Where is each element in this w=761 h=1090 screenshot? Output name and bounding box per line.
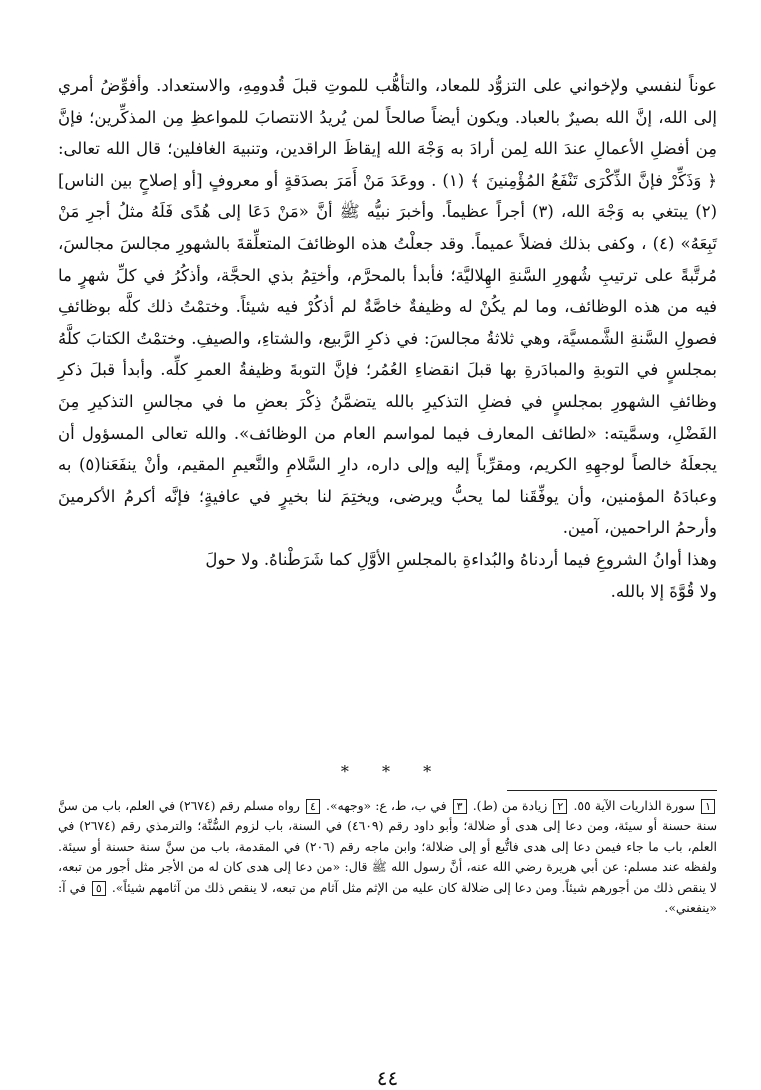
footnote-number: ٤ (306, 799, 320, 814)
paragraph-beginning: وهذا أوانُ الشروعِ فيما أردناهُ والبُداءةِ بالمجلسِ الأوَّلِ كما شَرَطْناهُ. ولا حولَ (205, 549, 717, 569)
footnote-number: ٥ (92, 881, 106, 896)
footnote-block (58, 796, 717, 918)
footnote-text: زيادة من (ط). (472, 798, 548, 813)
footnote-number: ١ (701, 799, 715, 814)
paragraph-introduction: عوناً لنفسي ولإخواني على التزوُّد للمعاد، والتأهُّب للموتِ قبلَ قُدومِهِ، والاستعداد. وأفوِّضُ أمري إلى الله، إنَّ الله بصيرٌ بالعباد. ويكون أيضاً صالحاً لمن يُريدُ الانتصابَ للمواعظِ مِن المذكِّرين؛ فإنَّ مِن أفضلِ الأعمالِ عندَ الله لِمن أرادَ به وَجْهَ الله إيقاظَ الراقدين، وتنبيهَ الغافلين؛ قال الله تعالى: ﴿ وَذَكِّرْ فإنَّ الذِّكْرَى تَنْفَعُ المُؤْمِنينَ ﴾ (١) . ووعَدَ مَنْ أَمَرَ بصدَقةٍ أو معروفٍ [أو إصلاحٍ بين الناس] (٢) يبتغي به وَجْهَ الله، (٣) أجراً عظيماً. وأخبرَ نبيُّه ﷺ أنَّ «مَنْ دَعَا إلى هُدًى فَلَهُ مثلُ أجرِ مَنْ تَبِعَهُ» (٤) ، وكفى بذلك فضلاً عميماً. وقد جعلْتُ هذه الوظائفَ المتعلِّقةَ بالشهورِ مجالسَ مجالسَ، مُرتَّبةً على ترتيبِ شُهورِ السَّنةِ الهِلاليَّة؛ فأبدأ بالمحرَّم، وأختِمُ بذي الحجَّة، وأذكُرُ في كلِّ شهرٍ ما فيه من هذه الوظائف، وما لم يكُنْ له وظيفةٌ خاصَّةٌ لم أذكُرْ فيه شيئاً. وختمْتُ ذلك كلَّه بوظائفِ فصولِ السَّنةِ الشَّمسيَّة، وهي ثلاثةُ مجالسَ: في ذكرِ الرَّبيع، والشتاءِ، والصيفِ. وختمْتُ الكتابَ كلَّهُ بمجلسٍ في التوبةِ والمبادَرةِ بها قبلَ انقضاءِ العُمُر؛ فإنَّ التوبةَ وظيفةُ العمرِ كلِّه. وأبدأ قبلَ ذكرِ وظائفِ الشهورِ بمجلسٍ في فضلِ التذكيرِ بالله يتضمَّنُ ذِكْرَ بعضِ ما في مجالسِ التذكيرِ مِنَ الفَضْلِ، وسمَّيته: «لطائف المعارف فيما لمواسم العام من الوظائف». والله تعالى المسؤول أن يجعلَهُ خالصاً لوجهِهِ الكريم، ومقرِّباً إليه وإلى داره، دارِ السَّلامِ والنَّعيمِ المقيم، وأنْ ينفَعَنا(٥) به وعبادَهُ المؤمنين، وأن يوفِّقَنا لما يحبُّ ويرضى، ويختِمَ لنا بخيرٍ في عافيةٍ؛ فإنَّه أكرمُ الأكرمينَ وأرحمُ الراحمين، آمين. (58, 76, 718, 538)
section-separator: * * * (340, 762, 446, 781)
book-page (58, 70, 718, 1090)
footnote-text: سورة الذاريات الآية ٥٥. (573, 798, 695, 813)
footnote-text: في آ: «ينفعني». (58, 879, 717, 916)
footnotes (58, 796, 717, 918)
paragraph-closing-line: ولا قُوَّةَ إلا بالله. (610, 581, 717, 601)
page-number: ٤٤ (376, 1066, 399, 1090)
footnote-divider (507, 790, 717, 791)
footnote-number: ٣ (453, 799, 467, 814)
main-text (58, 70, 717, 607)
footnote-number: ٢ (553, 799, 567, 814)
footnote-text: في ب، ط، ع: «وجهه». (326, 798, 447, 813)
footnote-text: رواه مسلم رقم (٢٦٧٤) في العلم، باب من سنَّ سنة حسنة أو سيئة، ومن دعا إلى هدى أو ضلالة؛ وأبو داود رقم (٤٦٠٩) في السنة، باب لزوم السُّنَّة؛ والترمذي رقم (٢٦٧٤) في العلم، باب ما جاء فيمن دعا إلى هدى فاتُّبع أو إلى ضلالة؛ وابن ماجه رقم (٢٠٦) في المقدمة، باب من سنَّ سنة حسنة أو سيئة. ولفظه عند مسلم: عن أبي هريرة رضي الله عنه، أنَّ رسول الله ﷺ قال: «من دعا إلى هدى كان له من الأجر مثل أجور من تبعه، لا ينقص ذلك من أجورهم شيئاً. ومن دعا إلى ضلالة كان عليه من الإثم مثل آثام من تبعه، لا ينقص ذلك من آثامهم شيئاً». (58, 798, 717, 895)
